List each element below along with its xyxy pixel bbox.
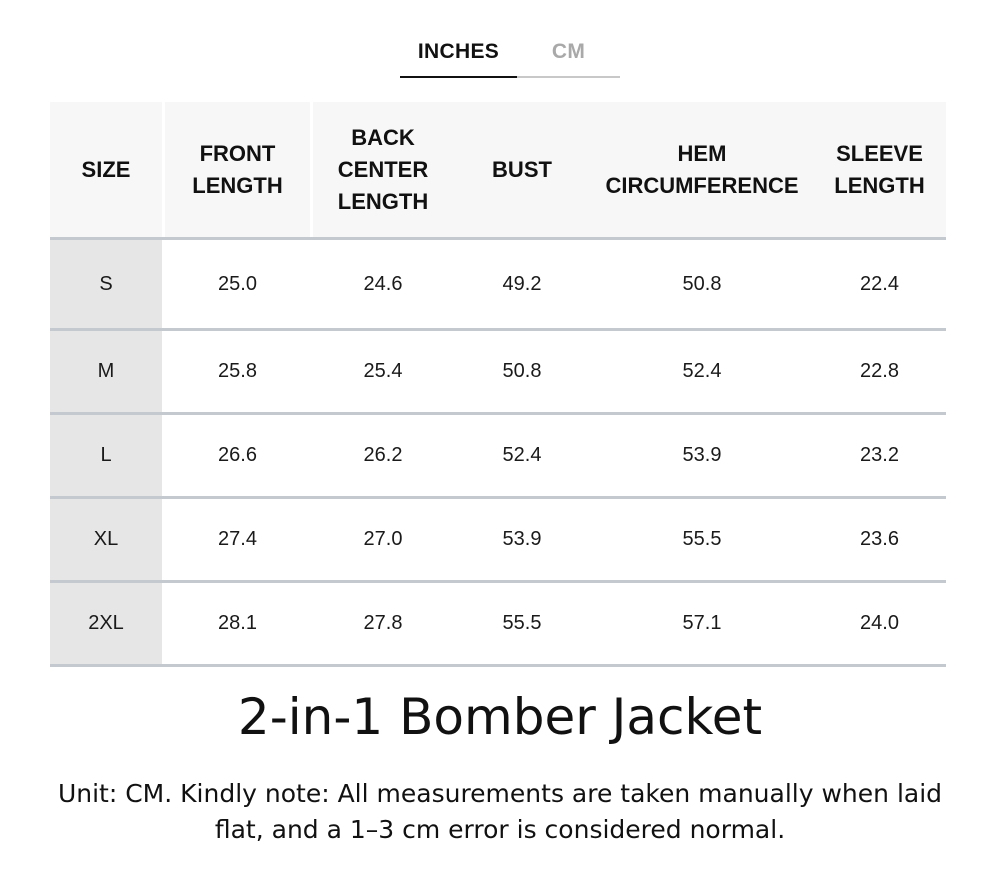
back-center-length-value: 26.2 xyxy=(363,444,403,466)
size-label: XL xyxy=(93,528,119,550)
sleeve-length-value: 23.2 xyxy=(860,444,899,466)
front-length-value: 28.1 xyxy=(218,612,257,634)
bust-value: 52.4 xyxy=(502,444,542,466)
table-row xyxy=(50,499,946,583)
sleeve-length-value: 23.6 xyxy=(860,528,899,550)
product-title: 2-in-1 Bomber Jacket xyxy=(237,688,763,746)
table-row xyxy=(50,415,946,499)
bust-value: 50.8 xyxy=(502,360,542,382)
size-chart-table xyxy=(50,102,946,667)
size-label: S xyxy=(99,272,113,295)
front-length-value: 27.4 xyxy=(218,528,257,550)
bust-value: 49.2 xyxy=(502,272,542,295)
sleeve-length-value: 24.0 xyxy=(860,612,899,634)
hem-circumference-value: 52.4 xyxy=(682,360,722,382)
table-header xyxy=(50,102,946,240)
hem-circumference-value: 55.5 xyxy=(682,528,722,550)
front-length-value: 26.6 xyxy=(218,444,257,466)
table-row xyxy=(50,331,946,415)
table-row xyxy=(50,583,946,667)
size-label: 2XL xyxy=(88,612,124,634)
size-label: M xyxy=(97,360,115,382)
front-length-value: 25.8 xyxy=(218,360,257,382)
bust-value: 53.9 xyxy=(502,528,542,550)
header-bust: BUST xyxy=(492,156,552,182)
header-back-center-length: BACK CENTER LENGTH xyxy=(337,124,429,214)
tab-inches[interactable]: INCHES xyxy=(400,34,517,78)
hem-circumference-value: 50.8 xyxy=(682,272,722,295)
bust-value: 55.5 xyxy=(502,612,542,634)
back-center-length-value: 27.8 xyxy=(363,612,403,634)
unit-tabs xyxy=(400,34,620,78)
size-label: L xyxy=(100,444,112,466)
hem-circumference-value: 53.9 xyxy=(682,444,722,466)
front-length-value: 25.0 xyxy=(218,272,257,295)
table-row xyxy=(50,240,946,331)
header-front-length: FRONT LENGTH xyxy=(192,140,283,198)
hem-circumference-value: 57.1 xyxy=(682,612,722,634)
back-center-length-value: 27.0 xyxy=(363,528,403,550)
header-hem-circumference: HEM CIRCUMFERENCE xyxy=(605,140,799,198)
back-center-length-value: 25.4 xyxy=(363,360,403,382)
tab-cm[interactable]: CM xyxy=(517,34,620,78)
back-center-length-value: 24.6 xyxy=(363,272,403,295)
sleeve-length-value: 22.8 xyxy=(860,360,899,382)
sleeve-length-value: 22.4 xyxy=(860,272,899,295)
header-sleeve-length: SLEEVE LENGTH xyxy=(834,140,925,198)
measurement-note: Unit: CM. Kindly note: All measurements are taken manually when laid flat, and a 1–3 cm error is considered normal. xyxy=(57,779,943,844)
header-size: SIZE xyxy=(81,156,131,182)
